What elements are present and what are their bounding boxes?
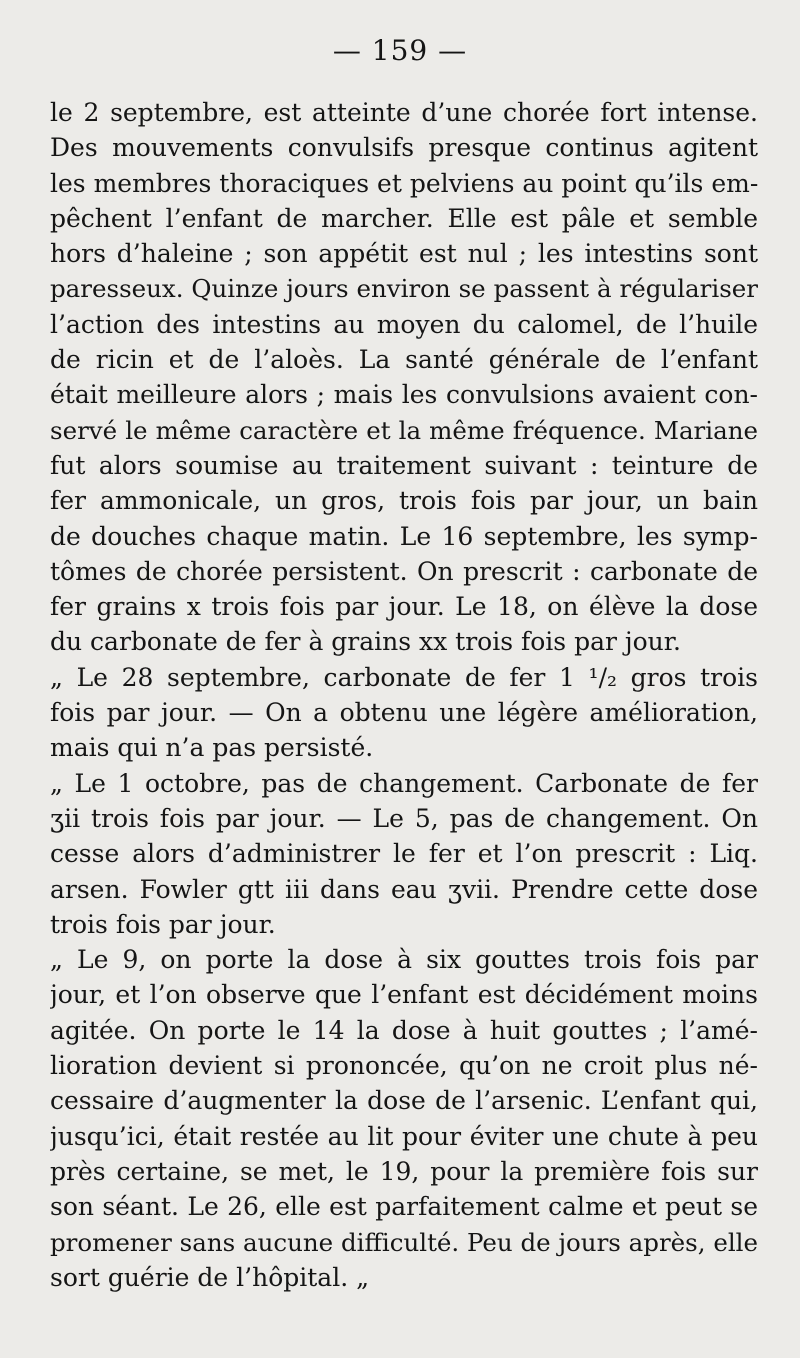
text-line: fut alors soumise au traitement suivant : teinture de: [50, 450, 758, 480]
text-line: agitée. On porte le 14 la dose à huit gouttes ; l’amé-: [50, 1015, 758, 1045]
text-line: ʒii trois fois par jour. — Le 5, pas de changement. On: [50, 803, 758, 833]
text-line: lioration devient si prononcée, qu’on ne croit plus né-: [50, 1051, 758, 1081]
text-line: cessaire d’augmenter la dose de l’arsenic. L’enfant qui,: [50, 1086, 758, 1116]
text-line: jour, et l’on observe que l’enfant est décidément moins: [50, 980, 758, 1010]
text-line: Des mouvements convulsifs presque continus agitent: [50, 133, 758, 163]
text-line: fois par jour. — On a obtenu une légère amélioration,: [50, 698, 758, 728]
text-line: cesse alors d’administrer le fer et l’on prescrit : Liq.: [50, 839, 758, 869]
text-line: son séant. Le 26, elle est parfaitement calme et peut se: [50, 1192, 758, 1222]
text-line: hors d’haleine ; son appétit est nul ; les intestins sont: [50, 239, 758, 269]
text-line: pêchent l’enfant de marcher. Elle est pâle et semble: [50, 203, 758, 233]
text-line: le 2 septembre, est atteinte d’une chorée fort intense.: [50, 98, 758, 127]
text-line: mais qui n’a pas persisté.: [50, 733, 374, 763]
text-line: de douches chaque matin. Le 16 septembre, les symp-: [50, 521, 758, 551]
text-line: tômes de chorée persistent. On prescrit : carbonate de: [50, 556, 758, 586]
text-line: fer ammonicale, un gros, trois fois par jour, un bain: [50, 486, 758, 516]
text-line: l’action des intestins au moyen du calomel, de l’huile: [50, 309, 758, 339]
text-line: les membres thoraciques et pelviens au point qu’ils em-: [50, 168, 758, 198]
text-line: sort guérie de l’hôpital. „: [50, 1262, 370, 1292]
text-line: jusqu’ici, était restée au lit pour éviter une chute à peu: [50, 1121, 758, 1151]
text-line: du carbonate de fer à grains xx trois fois par jour.: [50, 627, 681, 657]
text-line: trois fois par jour.: [50, 909, 276, 939]
text-line: fer grains x trois fois par jour. Le 18, on élève la dose: [50, 592, 758, 622]
page-number: — 159 —: [332, 34, 468, 67]
text-line: „ Le 1 octobre, pas de changement. Carbonate de fer: [50, 768, 758, 798]
text-line: promener sans aucune difficulté. Peu de jours après, elle: [50, 1227, 758, 1257]
text-line: arsen. Fowler gtt iii dans eau ʒvii. Prendre cette dose: [50, 874, 758, 904]
text-line: de ricin et de l’aloès. La santé générale de l’enfant: [50, 345, 758, 375]
text-line: était meilleure alors ; mais les convulsions avaient con-: [50, 380, 758, 410]
text-line: servé le même caractère et la même fréquence. Mariane: [50, 415, 758, 445]
text-line: „ Le 9, on porte la dose à six gouttes trois fois par: [50, 945, 758, 975]
text-line: paresseux. Quinze jours environ se passent à régulariser: [50, 274, 758, 304]
text-line: près certaine, se met, le 19, pour la première fois sur: [50, 1156, 758, 1186]
text-line: „ Le 28 septembre, carbonate de fer 1 ¹/₂ gros trois: [50, 662, 758, 692]
body-text: [50, 95, 758, 1295]
